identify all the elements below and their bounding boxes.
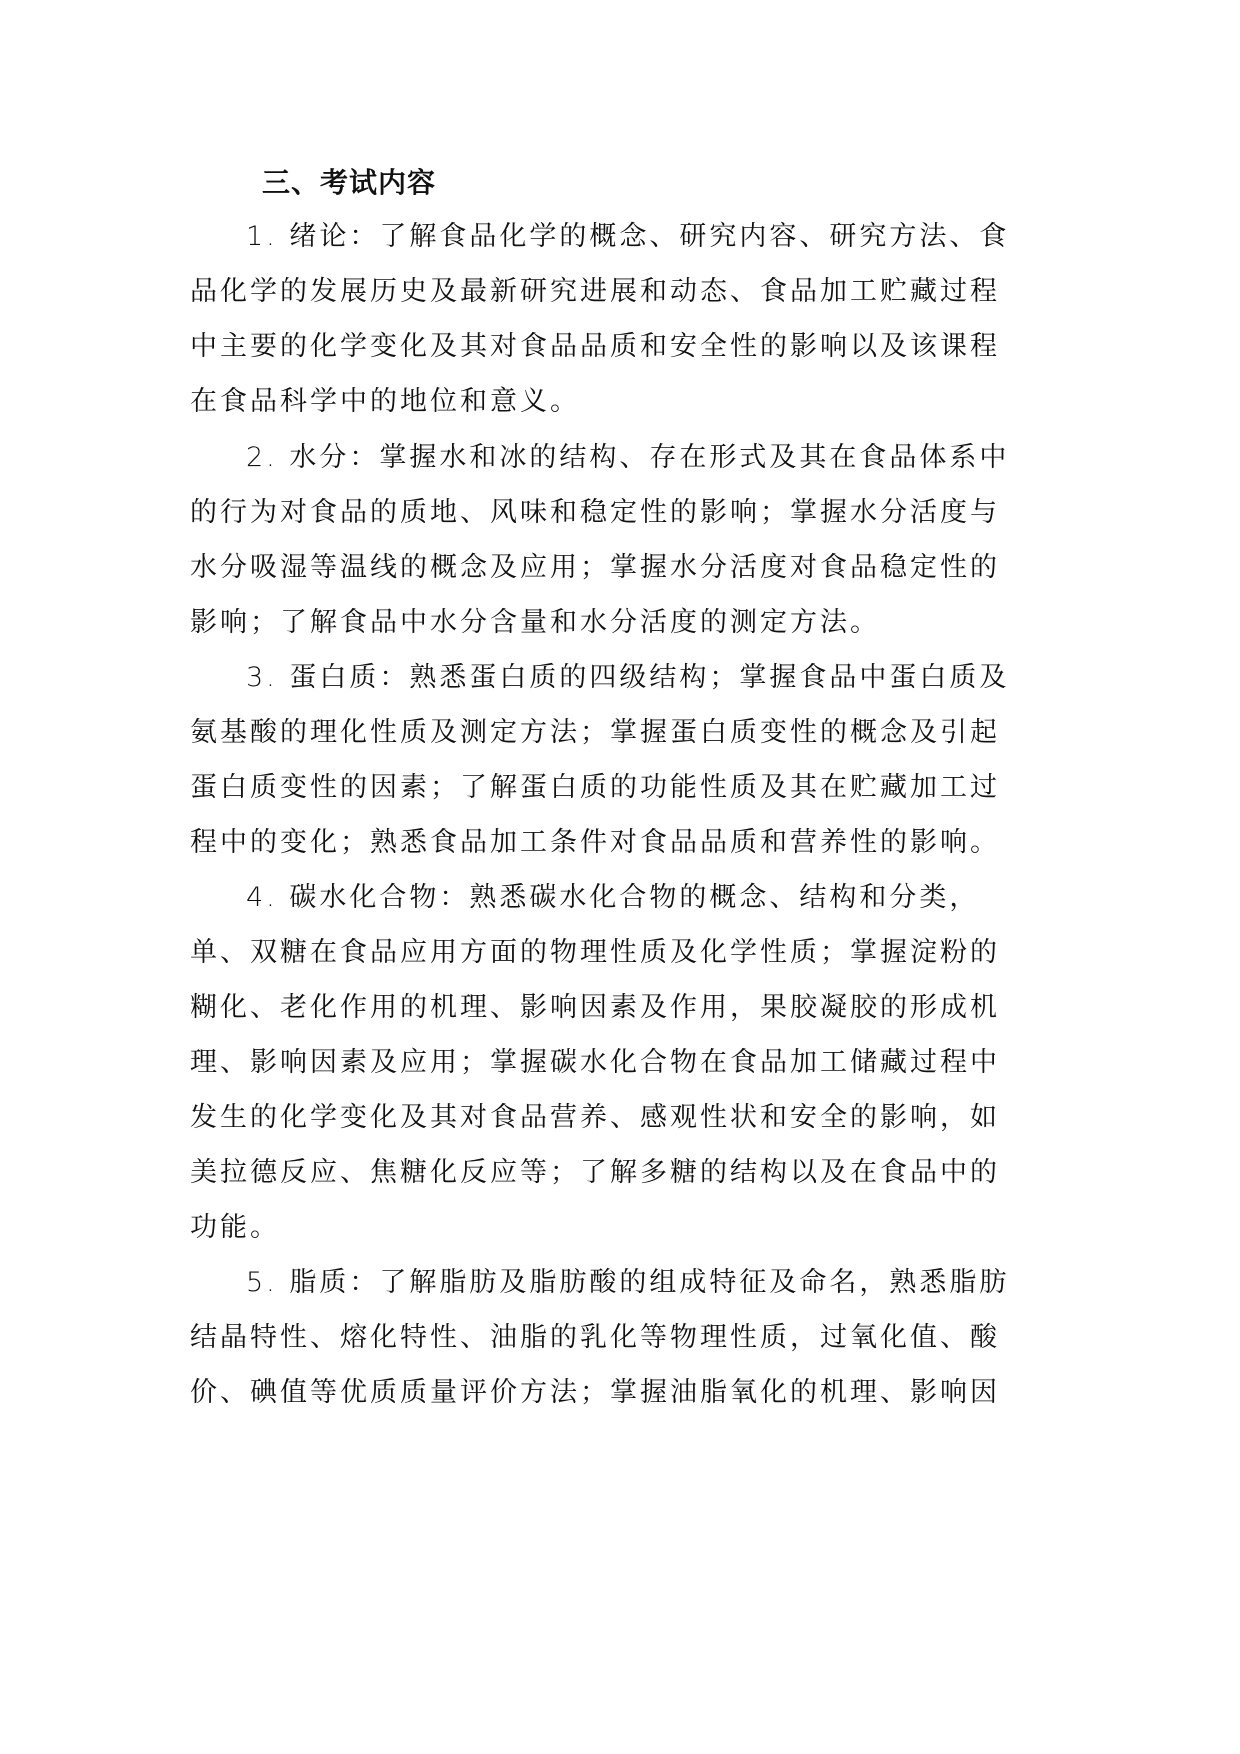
text-line: 蛋白质变性的因素；了解蛋白质的功能性质及其在贮藏加工过 [190,772,1000,803]
text-line: 功能。 [190,1212,280,1243]
text-line: 糊化、老化作用的机理、影响因素及作用，果胶凝胶的形成机 [190,992,1000,1023]
item-4-carbohydrates [190,870,1060,1255]
text-line: 3. 蛋白质：熟悉蛋白质的四级结构；掌握食品中蛋白质及 [246,662,1010,693]
text-line: 的行为对食品的质地、风味和稳定性的影响；掌握水分活度与 [190,497,1000,528]
text-line: 水分吸湿等温线的概念及应用；掌握水分活度对食品稳定性的 [190,552,1000,583]
text-line: 氨基酸的理化性质及测定方法；掌握蛋白质变性的概念及引起 [190,717,1000,748]
text-line: 结晶特性、熔化特性、油脂的乳化等物理性质，过氧化值、酸 [190,1322,1000,1353]
text-line: 在食品科学中的地位和意义。 [190,386,580,417]
section-heading: 三、考试内容 [262,166,437,199]
item-2-water [190,430,1060,650]
text-line: 2. 水分：掌握水和冰的结构、存在形式及其在食品体系中 [246,442,1010,473]
item-1-introduction [190,209,1060,429]
text-line: 中主要的化学变化及其对食品品质和安全性的影响以及该课程 [190,331,1000,362]
text-line: 发生的化学变化及其对食品营养、感观性状和安全的影响，如 [190,1102,1000,1133]
text-line: 品化学的发展历史及最新研究进展和动态、食品加工贮藏过程 [190,276,1000,307]
text-line: 程中的变化；熟悉食品加工条件对食品品质和营养性的影响。 [190,827,1000,858]
text-line: 单、双糖在食品应用方面的物理性质及化学性质；掌握淀粉的 [190,937,1000,968]
text-line: 价、碘值等优质质量评价方法；掌握油脂氧化的机理、影响因 [190,1377,1000,1408]
item-5-lipids [190,1255,1060,1420]
text-line: 4. 碳水化合物：熟悉碳水化合物的概念、结构和分类， [246,882,980,913]
text-line: 影响；了解食品中水分含量和水分活度的测定方法。 [190,607,880,638]
text-line: 理、影响因素及应用；掌握碳水化合物在食品加工储藏过程中 [190,1047,1000,1078]
text-line: 5. 脂质：了解脂肪及脂肪酸的组成特征及命名，熟悉脂肪 [246,1267,1010,1298]
item-3-protein [190,650,1060,870]
text-line: 美拉德反应、焦糖化反应等；了解多糖的结构以及在食品中的 [190,1157,1000,1188]
text-line: 1. 绪论：了解食品化学的概念、研究内容、研究方法、食 [246,221,1010,252]
